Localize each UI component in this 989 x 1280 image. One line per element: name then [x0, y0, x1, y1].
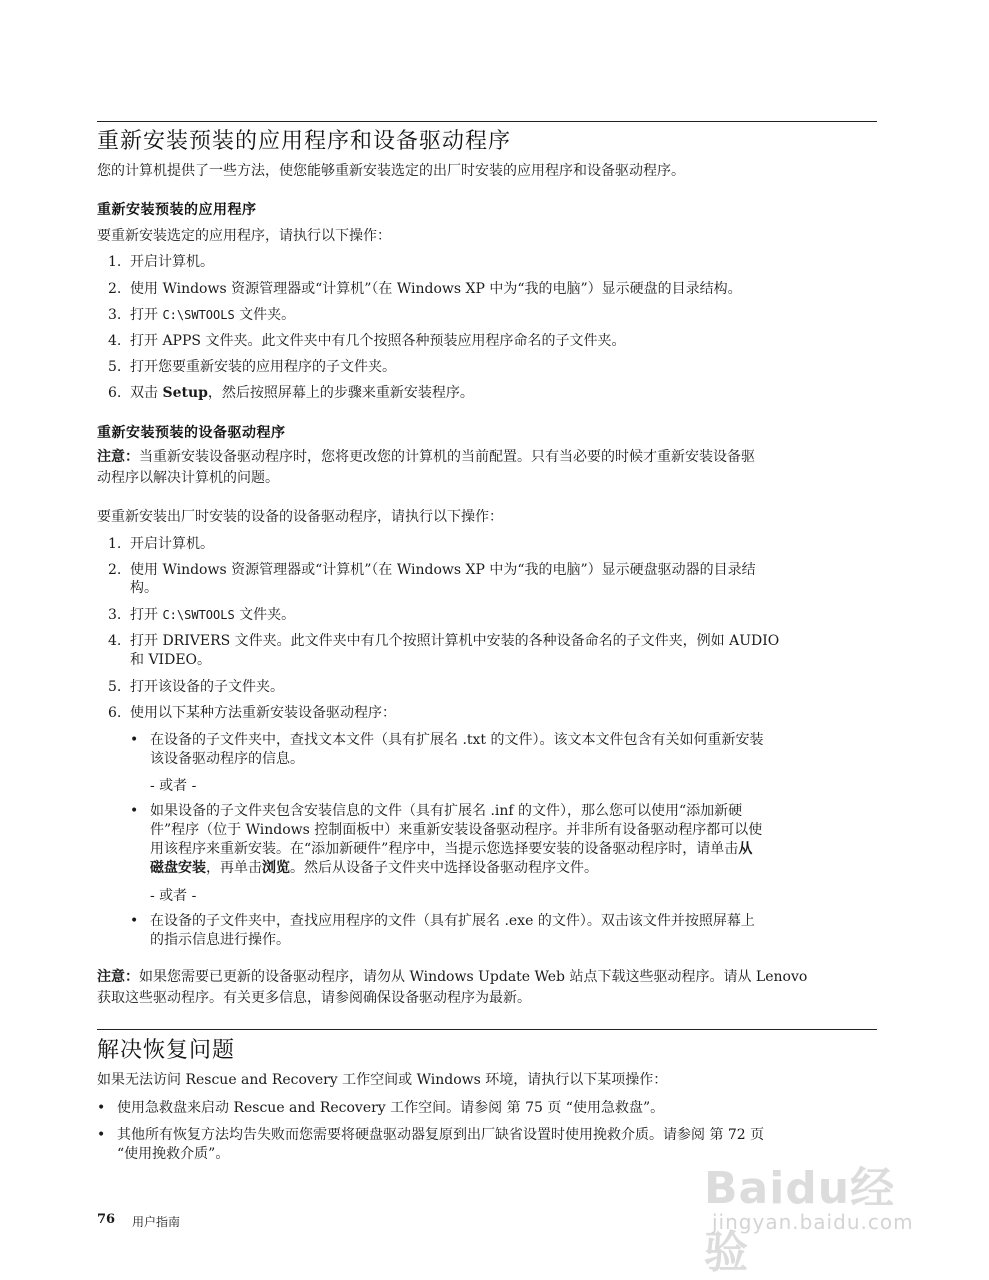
step-text: 打开 APPS 文件夹。此文件夹中有几个按照各种预装应用程序命名的子文件夹。 — [130, 333, 626, 349]
watermark — [700, 1150, 940, 1278]
book-title: 用户指南 — [132, 1215, 181, 1229]
method-text-cont: 的指示信息进行操作。 — [150, 932, 290, 948]
method-text-cont — [150, 839, 752, 860]
step-text: 使用以下某种方法重新安装设备驱动程序： — [130, 705, 396, 721]
step-text-pre: 打开 — [130, 307, 163, 323]
note-text: 如果您需要已更新的设备驱动程序，请勿从 Windows Update Web 站点下载这些驱动程序。请从 Lenovo — [139, 969, 808, 985]
path-code: C:\SWTOOLS — [162, 308, 235, 322]
subsection-heading-apps: 重新安装预装的应用程序 — [97, 202, 257, 218]
method-text-cont: 件”程序（位于 Windows 控制面板中）来重新安装设备驱动程序。并非所有设备驱动程序都可以使 — [150, 822, 763, 838]
step-text-pre: 打开 — [130, 607, 163, 623]
install-from-disk-label: 从 — [738, 841, 753, 857]
step-text-pre: 双击 — [130, 385, 163, 401]
browse-label: 浏览 — [262, 860, 290, 876]
section-title: 重新安装预装的应用程序和设备驱动程序 — [97, 129, 512, 154]
install-from-disk-label-cont: 磁盘安装 — [150, 860, 206, 876]
watermark-url: jingyan.baidu.com — [712, 1210, 914, 1234]
step-number: 5. — [108, 679, 122, 695]
step-number: 2. — [108, 562, 122, 578]
or-separator: - 或者 - — [150, 778, 197, 794]
step-number: 4. — [108, 333, 122, 349]
recovery-option-cont: “使用挽救介质”。 — [117, 1146, 230, 1162]
method-text: 在设备的子文件夹中，查找应用程序的文件（具有扩展名 .exe 的文件）。双击该文件并按照屏幕上 — [150, 913, 755, 929]
section-intro: 您的计算机提供了一些方法，使您能够重新安装选定的出厂时安装的应用程序和设备驱动程序。 — [97, 163, 685, 179]
bullet-icon: • — [130, 732, 139, 748]
bullet-icon: • — [97, 1100, 106, 1116]
recovery-option: 其他所有恢复方法均告失败而您需要将硬盘驱动器复原到出厂缺省设置时使用挽救介质。请参阅 第 72 页 — [117, 1127, 765, 1143]
method-text-pre: 用该程序来重新安装。在“添加新硬件”程序中，当提示您选择要安装的设备驱动程序时，请单击 — [150, 841, 739, 857]
step-number: 5. — [108, 359, 122, 375]
note-label: 注意： — [97, 449, 139, 465]
step-text-post: 文件夹。 — [234, 607, 296, 623]
step-text — [130, 305, 295, 326]
step-text-cont: 和 VIDEO。 — [130, 652, 212, 668]
method-text-cont — [150, 858, 598, 879]
step-number: 2. — [108, 281, 122, 297]
step-text — [130, 383, 474, 404]
bullet-icon: • — [130, 803, 139, 819]
step-number: 6. — [108, 385, 122, 401]
note-text: 当重新安装设备驱动程序时，您将更改您的计算机的当前配置。只有当必要的时候才重新安装设备驱 — [139, 449, 755, 465]
drivers-note-2 — [97, 967, 877, 988]
page-number: 76 — [97, 1212, 116, 1227]
step-text — [130, 605, 295, 626]
setup-label: Setup — [162, 385, 208, 401]
method-text: 如果设备的子文件夹包含安装信息的文件（具有扩展名 .inf 的文件），那么您可以使用“添加新硬 — [150, 803, 743, 819]
step-text: 打开您要重新安装的应用程序的子文件夹。 — [130, 359, 396, 375]
step-text: 使用 Windows 资源管理器或“计算机”（在 Windows XP 中为“我的电脑”）显示硬盘驱动器的目录结 — [130, 562, 756, 578]
section-rule — [97, 121, 877, 122]
step-text: 打开该设备的子文件夹。 — [130, 679, 284, 695]
path-code: C:\SWTOOLS — [162, 608, 235, 622]
method-text: 在设备的子文件夹中，查找文本文件（具有扩展名 .txt 的文件）。该文本文件包含有关如何重新安装 — [150, 732, 764, 748]
step-text-cont: 构。 — [130, 580, 158, 596]
step-text: 打开 DRIVERS 文件夹。此文件夹中有几个按照计算机中安装的各种设备命名的子文件夹，例如 AUDIO — [130, 633, 780, 649]
watermark-logo: Baidu经验 — [704, 1163, 896, 1278]
or-separator: - 或者 - — [150, 888, 197, 904]
section-intro: 如果无法访问 Rescue and Recovery 工作空间或 Windows 环境，请执行以下某项操作： — [97, 1072, 668, 1088]
recovery-option: 使用急救盘来启动 Rescue and Recovery 工作空间。请参阅 第 75 页 “使用急救盘”。 — [117, 1100, 665, 1116]
step-text-post: 文件夹。 — [234, 307, 296, 323]
bullet-icon: • — [97, 1127, 106, 1143]
step-number: 4. — [108, 633, 122, 649]
step-number: 3. — [108, 607, 122, 623]
step-text: 开启计算机。 — [130, 536, 214, 552]
step-number: 3. — [108, 307, 122, 323]
step-text-post: ，然后按照屏幕上的步骤来重新安装程序。 — [207, 385, 474, 401]
step-number: 1. — [108, 254, 122, 270]
section-title: 解决恢复问题 — [97, 1038, 236, 1063]
step-number: 6. — [108, 705, 122, 721]
step-number: 1. — [108, 536, 122, 552]
method-text-post: 。然后从设备子文件夹中选择设备驱动程序文件。 — [290, 860, 598, 876]
drivers-note-2-cont: 获取这些驱动程序。有关更多信息，请参阅确保设备驱动程序为最新。 — [97, 990, 531, 1006]
section-rule — [97, 1029, 877, 1030]
subsection-heading-drivers: 重新安装预装的设备驱动程序 — [97, 425, 286, 441]
drivers-lead: 要重新安装出厂时安装的设备的设备驱动程序，请执行以下操作： — [97, 509, 503, 525]
step-text: 使用 Windows 资源管理器或“计算机”（在 Windows XP 中为“我的电脑”）显示硬盘的目录结构。 — [130, 281, 742, 297]
drivers-note-cont: 动程序以解决计算机的问题。 — [97, 470, 279, 486]
method-text-cont: 该设备驱动程序的信息。 — [150, 751, 304, 767]
step-text: 开启计算机。 — [130, 254, 214, 270]
apps-lead: 要重新安装选定的应用程序，请执行以下操作： — [97, 228, 391, 244]
drivers-note — [97, 447, 877, 468]
method-text-mid: ，再单击 — [206, 860, 262, 876]
bullet-icon: • — [130, 913, 139, 929]
note-label: 注意： — [97, 969, 139, 985]
